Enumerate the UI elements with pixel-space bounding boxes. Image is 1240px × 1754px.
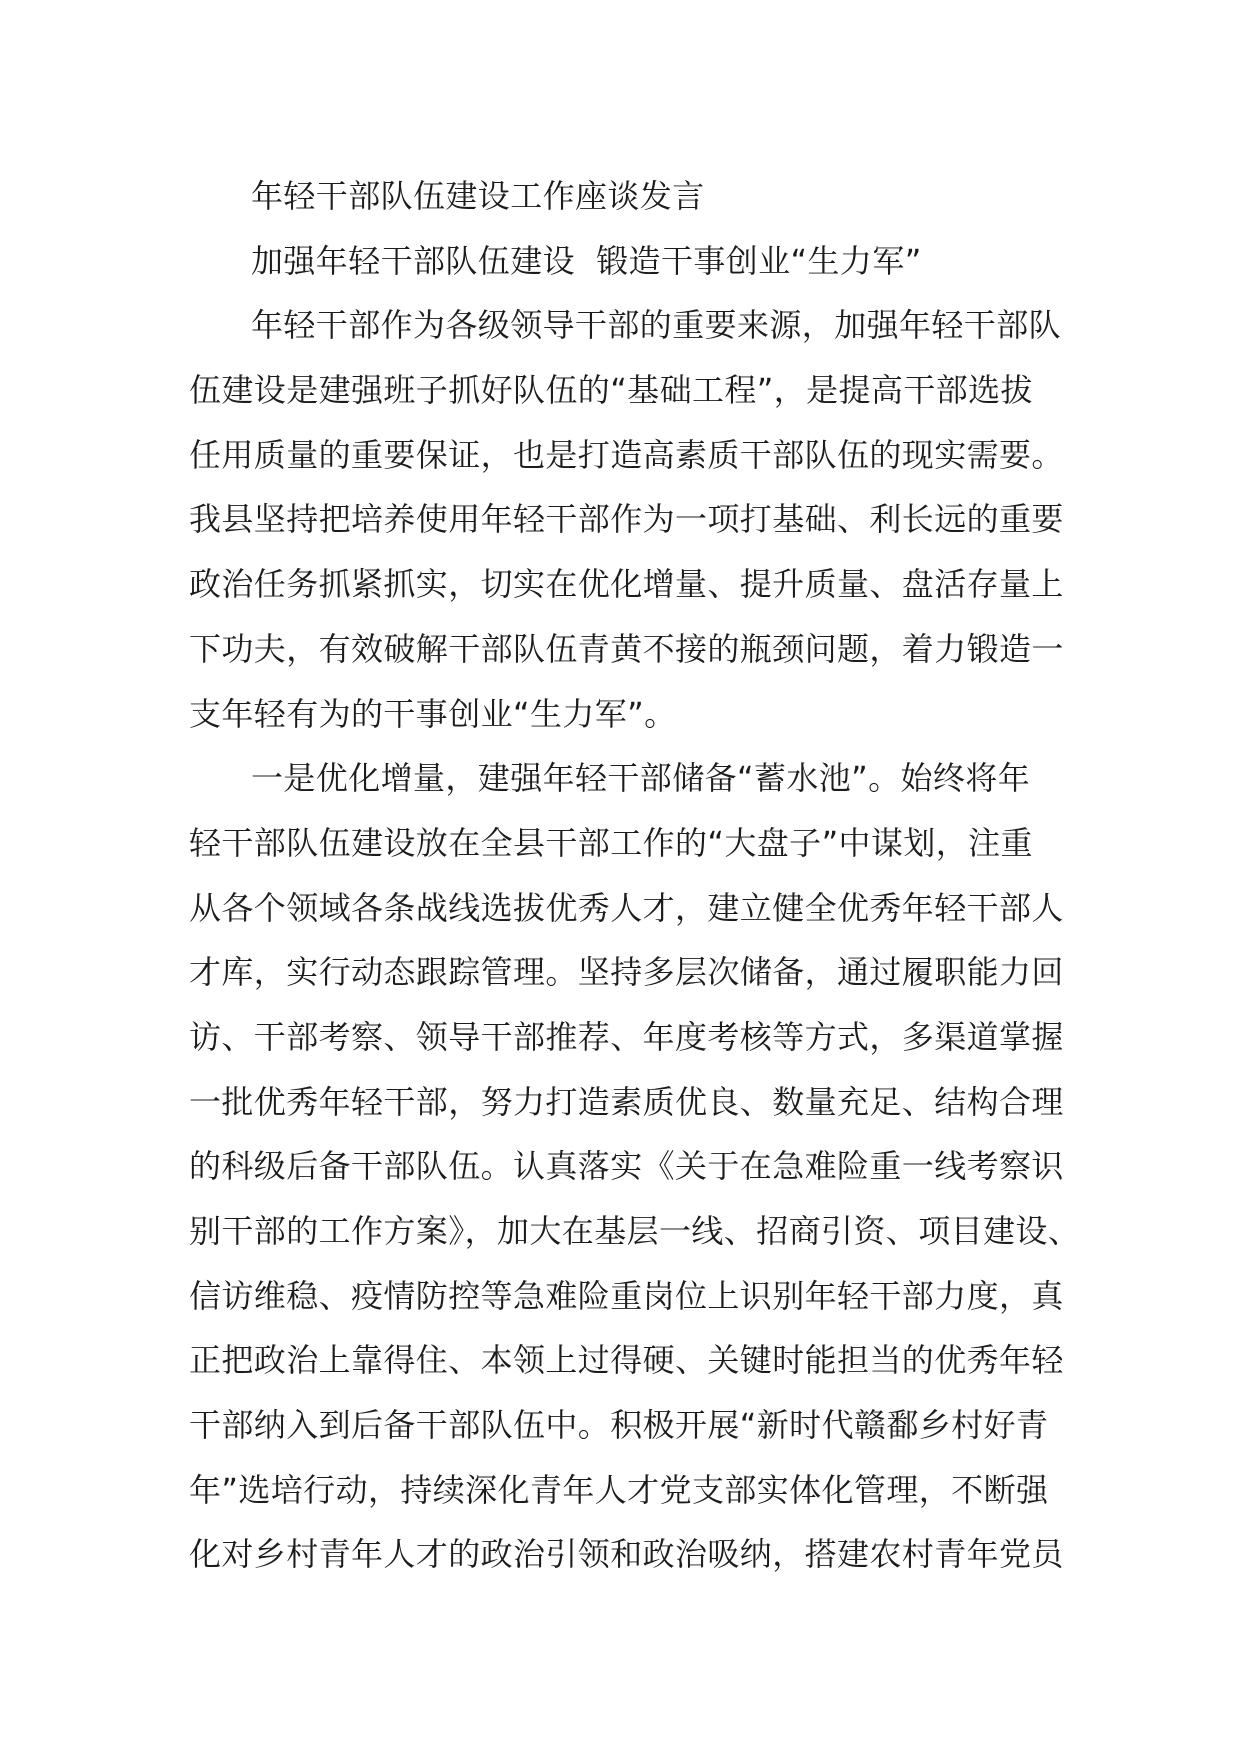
paragraph-line: 伍建设是建强班子抓好队伍的“基础工程”，是提高干部选拔 (189, 371, 1033, 410)
paragraph-line: 的科级后备干部队伍。认真落实《关于在急难险重一线考察识 (189, 1147, 1064, 1186)
paragraph-line: 才库，实行动态跟踪管理。坚持多层次储备，通过履职能力回 (189, 953, 1064, 992)
paragraph-line: 我县坚持把培养使用年轻干部作为一项打基础、利长远的重要 (189, 500, 1064, 539)
paragraph-line: 信访维稳、疫情防控等急难险重岗位上识别年轻干部力度，真 (189, 1276, 1064, 1315)
paragraph-intro (189, 293, 1069, 746)
paragraph-line: 下功夫，有效破解干部队伍青黄不接的瓶颈问题，着力锻造一 (189, 629, 1064, 668)
paragraph-line: 支年轻有为的干事创业“生力军”。 (189, 694, 677, 733)
paragraph-line: 政治任务抓紧抓实，切实在优化增量、提升质量、盘活存量上 (189, 565, 1064, 604)
paragraph-line: 别干部的工作方案》，加大在基层一线、招商引资、项目建设、 (189, 1212, 1081, 1250)
paragraph-line: 访、干部考察、领导干部推荐、年度考核等方式，多渠道掌握 (189, 1017, 1064, 1056)
paragraph-line: 一批优秀年轻干部，努力打造素质优良、数量充足、结构合理 (189, 1082, 1064, 1121)
document-title: 年轻干部队伍建设工作座谈发言 (251, 177, 705, 215)
paragraph-line: 任用质量的重要保证，也是打造高素质干部队伍的现实需要。 (189, 435, 1064, 474)
document-subtitle: 加强年轻干部队伍建设 锻造干事创业“生力军” (251, 241, 922, 280)
paragraph-line: 一是优化增量，建强年轻干部储备“蓄水池”。始终将年 (251, 759, 1031, 798)
document-body (189, 164, 1081, 1587)
paragraph-line: 从各个领域各条战线选拔优秀人才，建立健全优秀年轻干部人 (189, 888, 1064, 927)
paragraph-line: 年轻干部作为各级领导干部的重要来源，加强年轻干部队 (251, 306, 1062, 345)
paragraph-line: 正把政治上靠得住、本领上过得硬、关键时能担当的优秀年轻 (189, 1341, 1064, 1380)
paragraph-line: 化对乡村青年人才的政治引领和政治吸纳，搭建农村青年党员 (189, 1535, 1064, 1574)
paragraph-section-one (189, 746, 1081, 1587)
paragraph-line: 年”选培行动，持续深化青年人才党支部实体化管理，不断强 (189, 1470, 1049, 1509)
paragraph-line: 干部纳入到后备干部队伍中。积极开展“新时代赣鄱乡村好青 (189, 1406, 1049, 1445)
paragraph-line: 轻干部队伍建设放在全县干部工作的“大盘子”中谋划，注重 (189, 823, 1033, 862)
